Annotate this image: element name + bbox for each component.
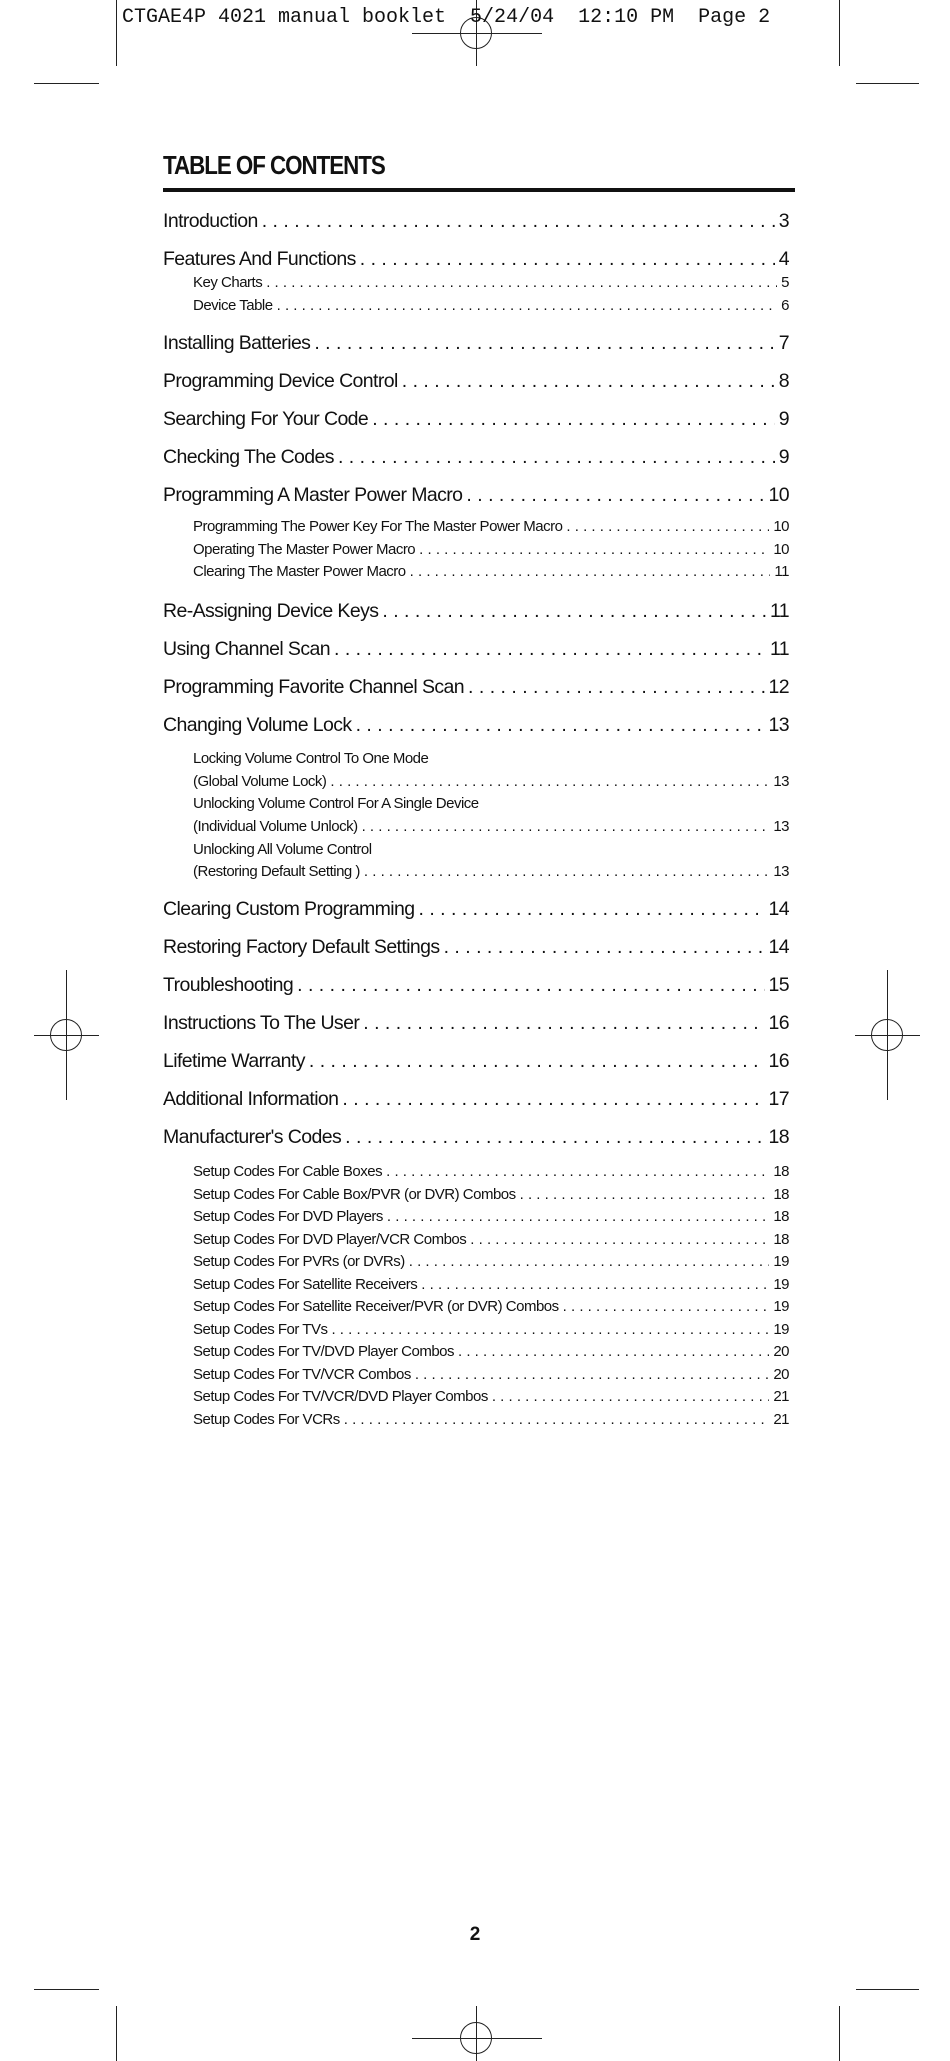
toc-entry-page: 16 (768, 1012, 789, 1034)
toc-entry-label: Setup Codes For Satellite Receiver/PVR (or DVR) Combos (193, 1298, 559, 1315)
toc-entry-page: 5 (781, 274, 789, 291)
toc-entry (163, 1012, 789, 1035)
dot-leader (262, 210, 775, 233)
toc-entry (193, 818, 789, 835)
toc-entry (193, 1298, 789, 1315)
dot-leader (277, 297, 778, 314)
toc-entry-label: Locking Volume Control To One Mode (193, 750, 429, 767)
toc-entry (163, 332, 789, 355)
toc-entry-label: Lifetime Warranty (163, 1050, 305, 1072)
toc-entry-label: Device Table (193, 297, 273, 314)
toc-entry-label: Troubleshooting (163, 974, 294, 996)
dot-leader (409, 1253, 770, 1270)
toc-entry (163, 714, 789, 737)
crop-mark (116, 2006, 117, 2061)
crop-mark (839, 0, 840, 66)
toc-entry-page: 10 (768, 484, 789, 506)
toc-entry (163, 1088, 789, 1111)
toc-entry-page: 13 (773, 818, 789, 835)
crop-mark (34, 1989, 99, 1990)
dot-leader (360, 248, 775, 271)
toc-entry (193, 1343, 789, 1360)
toc-entry (163, 484, 789, 507)
toc-entry-label: (Global Volume Lock) (193, 773, 327, 790)
dot-leader (330, 773, 769, 790)
toc-entry-page: 13 (768, 714, 789, 736)
dot-leader (382, 600, 766, 623)
toc-entry-page: 18 (773, 1231, 789, 1248)
toc-entry-page: 10 (773, 518, 789, 535)
dot-leader (386, 1163, 769, 1180)
toc-entry (193, 841, 789, 858)
toc-entry-label: Setup Codes For Cable Box/PVR (or DVR) Combos (193, 1186, 516, 1203)
toc-entry (193, 1231, 789, 1248)
toc-entry-page: 14 (768, 936, 789, 958)
toc-entry-page: 6 (781, 297, 789, 314)
toc-entry-label: Setup Codes For DVD Player/VCR Combos (193, 1231, 467, 1248)
dot-leader (314, 332, 774, 355)
dot-leader (364, 863, 769, 880)
crop-mark (34, 83, 99, 84)
toc-entry-page: 9 (778, 446, 789, 468)
dot-leader (331, 1321, 769, 1338)
crop-mark (839, 2006, 840, 2061)
crop-mark (116, 0, 117, 66)
dot-leader (387, 1208, 769, 1225)
toc-entry-label: Restoring Factory Default Settings (163, 936, 440, 958)
toc-entry-label: Setup Codes For TV/DVD Player Combos (193, 1343, 455, 1360)
toc-entry-label: Setup Codes For TV/VCR/DVD Player Combos (193, 1388, 488, 1405)
toc-entry-page: 3 (778, 210, 789, 232)
page-title: TABLE OF CONTENTS (163, 150, 385, 180)
toc-entry-label: Clearing The Master Power Macro (193, 563, 406, 580)
toc-entry-page: 18 (773, 1163, 789, 1180)
toc-entry-label: Setup Codes For TV/VCR Combos (193, 1366, 411, 1383)
dot-leader (458, 1343, 769, 1360)
toc-entry (163, 370, 789, 393)
dot-leader (342, 1088, 764, 1111)
toc-entry-page: 10 (773, 541, 789, 558)
toc-entry (163, 974, 789, 997)
dot-leader (372, 408, 775, 431)
dot-leader (444, 936, 765, 959)
toc-entry-label: Programming Favorite Channel Scan (163, 676, 465, 698)
dot-leader (563, 1298, 770, 1315)
toc-entry (193, 1321, 789, 1338)
toc-entry (193, 1208, 789, 1225)
dot-leader (470, 1231, 769, 1248)
toc-entry (163, 600, 789, 623)
registration-circle (50, 1019, 82, 1051)
toc-entry-page: 19 (773, 1298, 789, 1315)
dot-leader (415, 1366, 769, 1383)
toc-entry-label: Changing Volume Lock (163, 714, 352, 736)
toc-entry-label: Programming The Power Key For The Master Power Macro (193, 518, 563, 535)
toc-entry-label: Setup Codes For TVs (193, 1321, 328, 1338)
toc-entry-label: Setup Codes For VCRs (193, 1411, 340, 1428)
print-slug: CTGAE4P 4021 manual booklet 5/24/04 12:10 PM Page 2 (122, 6, 771, 29)
toc-entry (193, 750, 789, 767)
toc-entry-label: Introduction (163, 210, 258, 232)
toc-entry (193, 1253, 789, 1270)
toc-entry-page: 11 (774, 563, 789, 580)
dot-leader (309, 1050, 765, 1073)
toc-entry-page: 20 (773, 1366, 789, 1383)
dot-leader (520, 1186, 770, 1203)
toc-entry-label: Setup Codes For Satellite Receivers (193, 1276, 418, 1293)
dot-leader (338, 446, 775, 469)
toc-entry-label: Programming Device Control (163, 370, 398, 392)
toc-entry (163, 446, 789, 469)
toc-entry-label: Setup Codes For PVRs (or DVRs) (193, 1253, 405, 1270)
dot-leader (334, 638, 766, 661)
toc-entry-page: 9 (778, 408, 789, 430)
toc-entry-page: 8 (778, 370, 789, 392)
dot-leader (363, 1012, 764, 1035)
toc-entry-page: 18 (773, 1186, 789, 1203)
toc-entry-label: Additional Information (163, 1088, 339, 1110)
toc-entry-page: 18 (768, 1126, 789, 1148)
toc-entry (193, 563, 789, 580)
toc-entry-page: 15 (768, 974, 789, 996)
dot-leader (402, 370, 775, 393)
toc-entry (163, 898, 789, 921)
toc-entry-page: 19 (773, 1321, 789, 1338)
page-number: 2 (469, 1924, 481, 1945)
toc-entry-page: 13 (773, 863, 789, 880)
toc-entry (193, 773, 789, 790)
toc-entry (163, 210, 789, 233)
crop-mark (856, 1989, 919, 1990)
dot-leader (466, 484, 764, 507)
registration-circle (460, 2022, 492, 2054)
toc-entry (193, 1186, 789, 1203)
registration-circle (871, 1019, 903, 1051)
toc-entry-label: Searching For Your Code (163, 408, 369, 430)
toc-entry (193, 1276, 789, 1293)
dot-leader (418, 898, 764, 921)
dot-leader (297, 974, 764, 997)
toc-entry-label: Setup Codes For Cable Boxes (193, 1163, 383, 1180)
toc-entry-page: 7 (778, 332, 789, 354)
dot-leader (345, 1126, 764, 1149)
dot-leader (421, 1276, 769, 1293)
toc-entry-label: (Restoring Default Setting ) (193, 863, 360, 880)
toc-entry-page: 17 (768, 1088, 789, 1110)
toc-entry-label: Programming A Master Power Macro (163, 484, 463, 506)
toc-entry (193, 1366, 789, 1383)
toc-entry (163, 1126, 789, 1149)
toc-entry-label: Unlocking Volume Control For A Single Device (193, 795, 479, 812)
toc-entry (193, 541, 789, 558)
toc-entry (193, 274, 789, 291)
toc-entry (193, 518, 789, 535)
title-rule (163, 188, 795, 192)
toc-entry-page: 11 (769, 638, 789, 660)
toc-entry-label: Operating The Master Power Macro (193, 541, 416, 558)
toc-entry (193, 1163, 789, 1180)
toc-entry-page: 21 (773, 1411, 789, 1428)
dot-leader (566, 518, 769, 535)
toc-entry (163, 248, 789, 271)
dot-leader (492, 1388, 769, 1405)
crop-mark (856, 83, 919, 84)
toc-entry-page: 11 (769, 600, 789, 622)
toc-entry (193, 795, 789, 812)
toc-entry (163, 638, 789, 661)
toc-entry-page: 12 (768, 676, 789, 698)
toc-entry-page: 16 (768, 1050, 789, 1072)
toc-entry-label: Checking The Codes (163, 446, 334, 468)
dot-leader (419, 541, 769, 558)
dot-leader (362, 818, 770, 835)
toc-entry-label: Manufacturer's Codes (163, 1126, 342, 1148)
toc-entry-label: Re-Assigning Device Keys (163, 600, 379, 622)
toc-entry-label: Key Charts (193, 274, 263, 291)
toc-entry (193, 863, 789, 880)
toc-entry-page: 21 (773, 1388, 789, 1405)
toc-entry-page: 19 (773, 1253, 789, 1270)
toc-entry (163, 408, 789, 431)
toc-entry-label: Clearing Custom Programming (163, 898, 415, 920)
toc-entry-label: (Individual Volume Unlock) (193, 818, 358, 835)
toc-entry-page: 13 (773, 773, 789, 790)
toc-entry-page: 20 (773, 1343, 789, 1360)
dot-leader (468, 676, 764, 699)
dot-leader (266, 274, 777, 291)
toc-entry-page: 4 (778, 248, 789, 270)
toc-entry-page: 14 (768, 898, 789, 920)
dot-leader (356, 714, 765, 737)
toc-entry-page: 19 (773, 1276, 789, 1293)
toc-entry-label: Instructions To The User (163, 1012, 360, 1034)
dot-leader (410, 563, 771, 580)
toc-entry (163, 676, 789, 699)
toc-entry (163, 936, 789, 959)
toc-entry-label: Installing Batteries (163, 332, 311, 354)
toc-entry-page: 18 (773, 1208, 789, 1225)
toc-entry (163, 1050, 789, 1073)
toc-entry (193, 1388, 789, 1405)
toc-entry-label: Setup Codes For DVD Players (193, 1208, 383, 1225)
toc-entry-label: Unlocking All Volume Control (193, 841, 372, 858)
toc-entry (193, 297, 789, 314)
toc-entry (193, 1411, 789, 1428)
toc-entry-label: Using Channel Scan (163, 638, 330, 660)
toc-entry-label: Features And Functions (163, 248, 356, 270)
dot-leader (344, 1411, 770, 1428)
